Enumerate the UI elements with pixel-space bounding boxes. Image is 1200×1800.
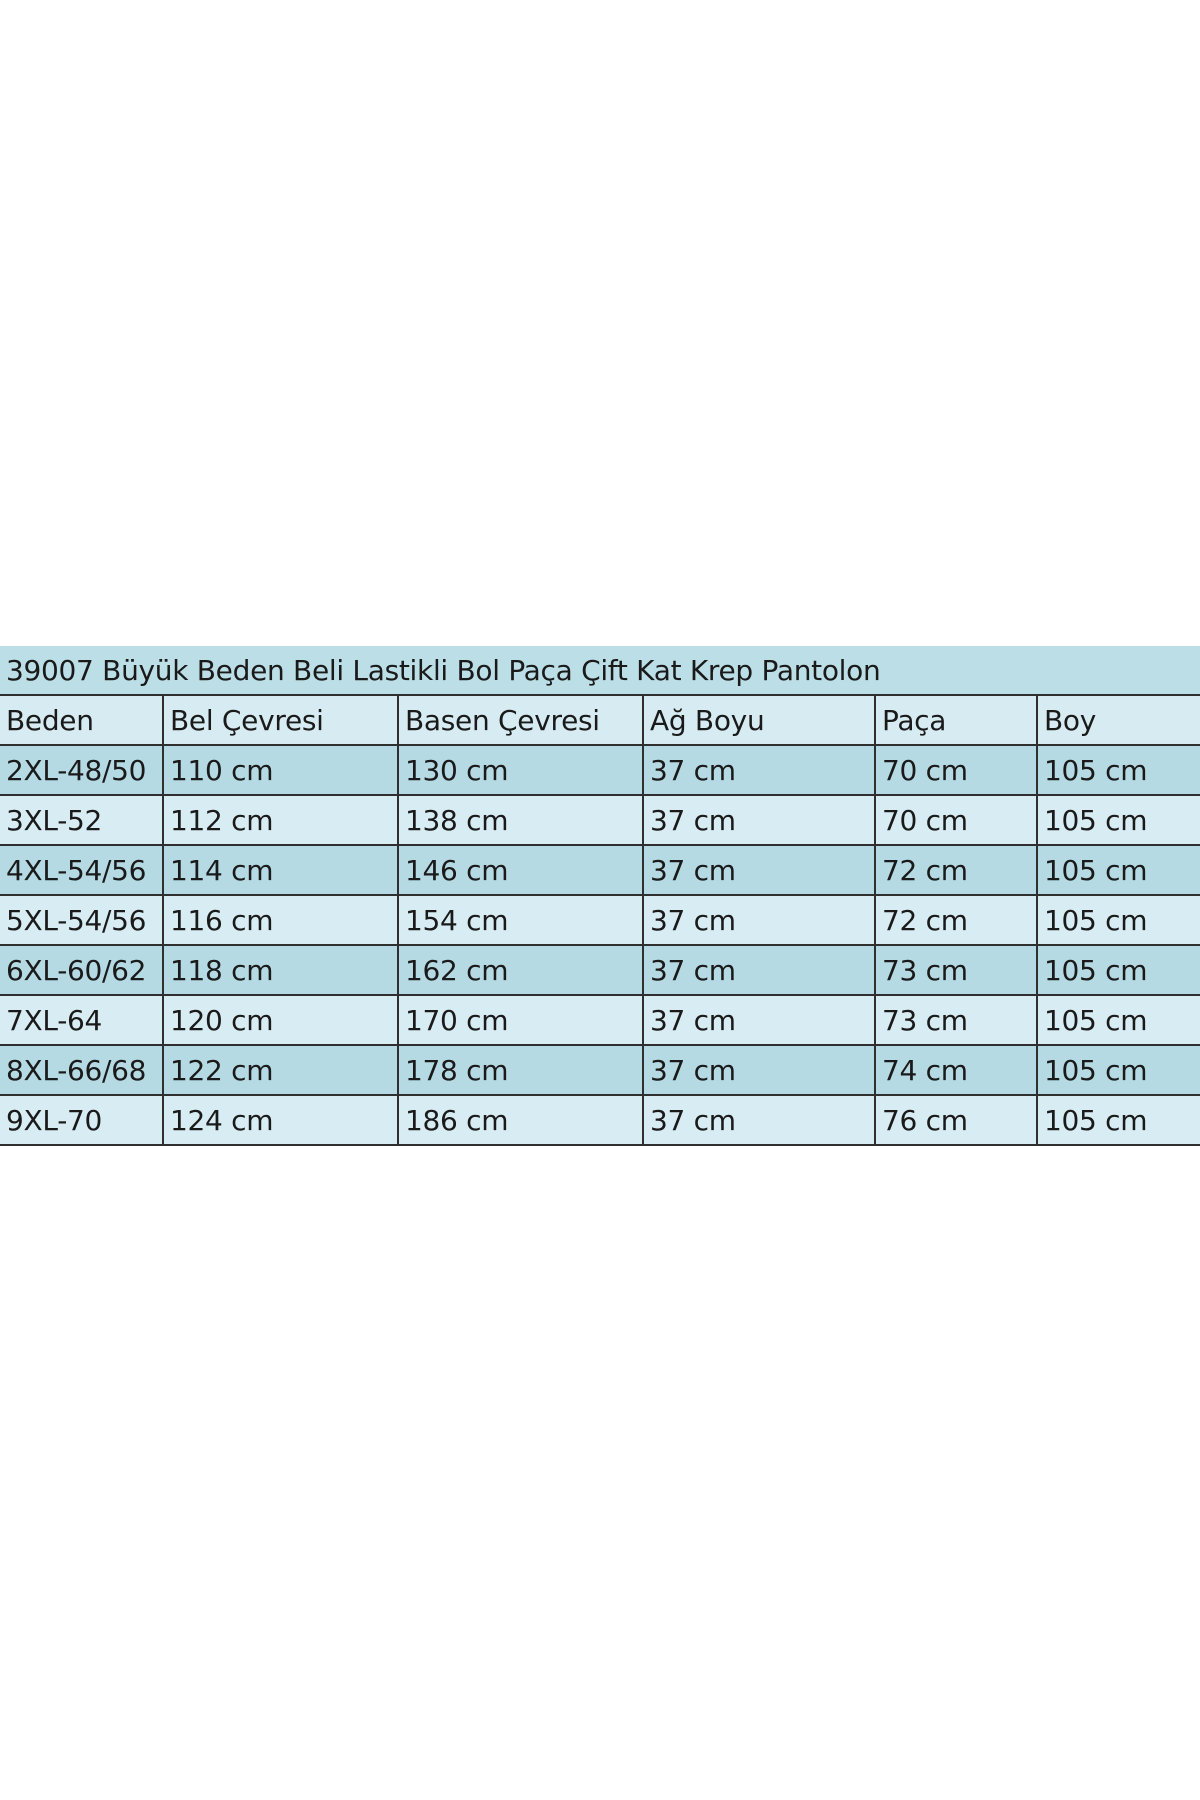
- cell-inseam: 37 cm: [643, 945, 875, 995]
- header-basen-cevresi: Basen Çevresi: [398, 695, 643, 745]
- table-row: [0, 995, 1200, 1045]
- cell-inseam: 37 cm: [643, 895, 875, 945]
- table-header-row: [0, 695, 1200, 745]
- cell-leg-opening: 73 cm: [875, 945, 1037, 995]
- cell-length: 105 cm: [1037, 845, 1200, 895]
- cell-inseam: 37 cm: [643, 845, 875, 895]
- cell-leg-opening: 74 cm: [875, 1045, 1037, 1095]
- cell-waist: 124 cm: [163, 1095, 398, 1145]
- cell-length: 105 cm: [1037, 1045, 1200, 1095]
- cell-hip: 170 cm: [398, 995, 643, 1045]
- table-row: [0, 745, 1200, 795]
- cell-leg-opening: 70 cm: [875, 745, 1037, 795]
- table-row: [0, 1045, 1200, 1095]
- cell-hip: 178 cm: [398, 1045, 643, 1095]
- cell-waist: 114 cm: [163, 845, 398, 895]
- cell-hip: 138 cm: [398, 795, 643, 845]
- cell-leg-opening: 73 cm: [875, 995, 1037, 1045]
- cell-inseam: 37 cm: [643, 995, 875, 1045]
- cell-waist: 118 cm: [163, 945, 398, 995]
- cell-size: 8XL-66/68: [0, 1045, 163, 1095]
- cell-inseam: 37 cm: [643, 1095, 875, 1145]
- header-ag-boyu: Ağ Boyu: [643, 695, 875, 745]
- cell-size: 2XL-48/50: [0, 745, 163, 795]
- cell-waist: 120 cm: [163, 995, 398, 1045]
- cell-hip: 162 cm: [398, 945, 643, 995]
- cell-length: 105 cm: [1037, 945, 1200, 995]
- cell-hip: 130 cm: [398, 745, 643, 795]
- cell-size: 5XL-54/56: [0, 895, 163, 945]
- cell-length: 105 cm: [1037, 795, 1200, 845]
- cell-hip: 146 cm: [398, 845, 643, 895]
- table-title-row: [0, 646, 1200, 695]
- cell-size: 9XL-70: [0, 1095, 163, 1145]
- cell-inseam: 37 cm: [643, 745, 875, 795]
- header-beden: Beden: [0, 695, 163, 745]
- cell-waist: 110 cm: [163, 745, 398, 795]
- header-paca: Paça: [875, 695, 1037, 745]
- cell-length: 105 cm: [1037, 745, 1200, 795]
- cell-length: 105 cm: [1037, 1095, 1200, 1145]
- table-row: [0, 945, 1200, 995]
- cell-waist: 112 cm: [163, 795, 398, 845]
- cell-leg-opening: 76 cm: [875, 1095, 1037, 1145]
- table-title: 39007 Büyük Beden Beli Lastikli Bol Paça Çift Kat Krep Pantolon: [0, 646, 1200, 695]
- header-boy: Boy: [1037, 695, 1200, 745]
- cell-leg-opening: 72 cm: [875, 845, 1037, 895]
- cell-inseam: 37 cm: [643, 1045, 875, 1095]
- cell-inseam: 37 cm: [643, 795, 875, 845]
- table-row: [0, 795, 1200, 845]
- cell-waist: 122 cm: [163, 1045, 398, 1095]
- cell-leg-opening: 70 cm: [875, 795, 1037, 845]
- cell-leg-opening: 72 cm: [875, 895, 1037, 945]
- cell-length: 105 cm: [1037, 995, 1200, 1045]
- cell-size: 7XL-64: [0, 995, 163, 1045]
- table-row: [0, 1095, 1200, 1145]
- cell-size: 6XL-60/62: [0, 945, 163, 995]
- cell-hip: 186 cm: [398, 1095, 643, 1145]
- cell-size: 3XL-52: [0, 795, 163, 845]
- cell-hip: 154 cm: [398, 895, 643, 945]
- header-bel-cevresi: Bel Çevresi: [163, 695, 398, 745]
- cell-length: 105 cm: [1037, 895, 1200, 945]
- table-row: [0, 845, 1200, 895]
- size-chart-table: [0, 646, 1200, 1146]
- table-row: [0, 895, 1200, 945]
- cell-waist: 116 cm: [163, 895, 398, 945]
- cell-size: 4XL-54/56: [0, 845, 163, 895]
